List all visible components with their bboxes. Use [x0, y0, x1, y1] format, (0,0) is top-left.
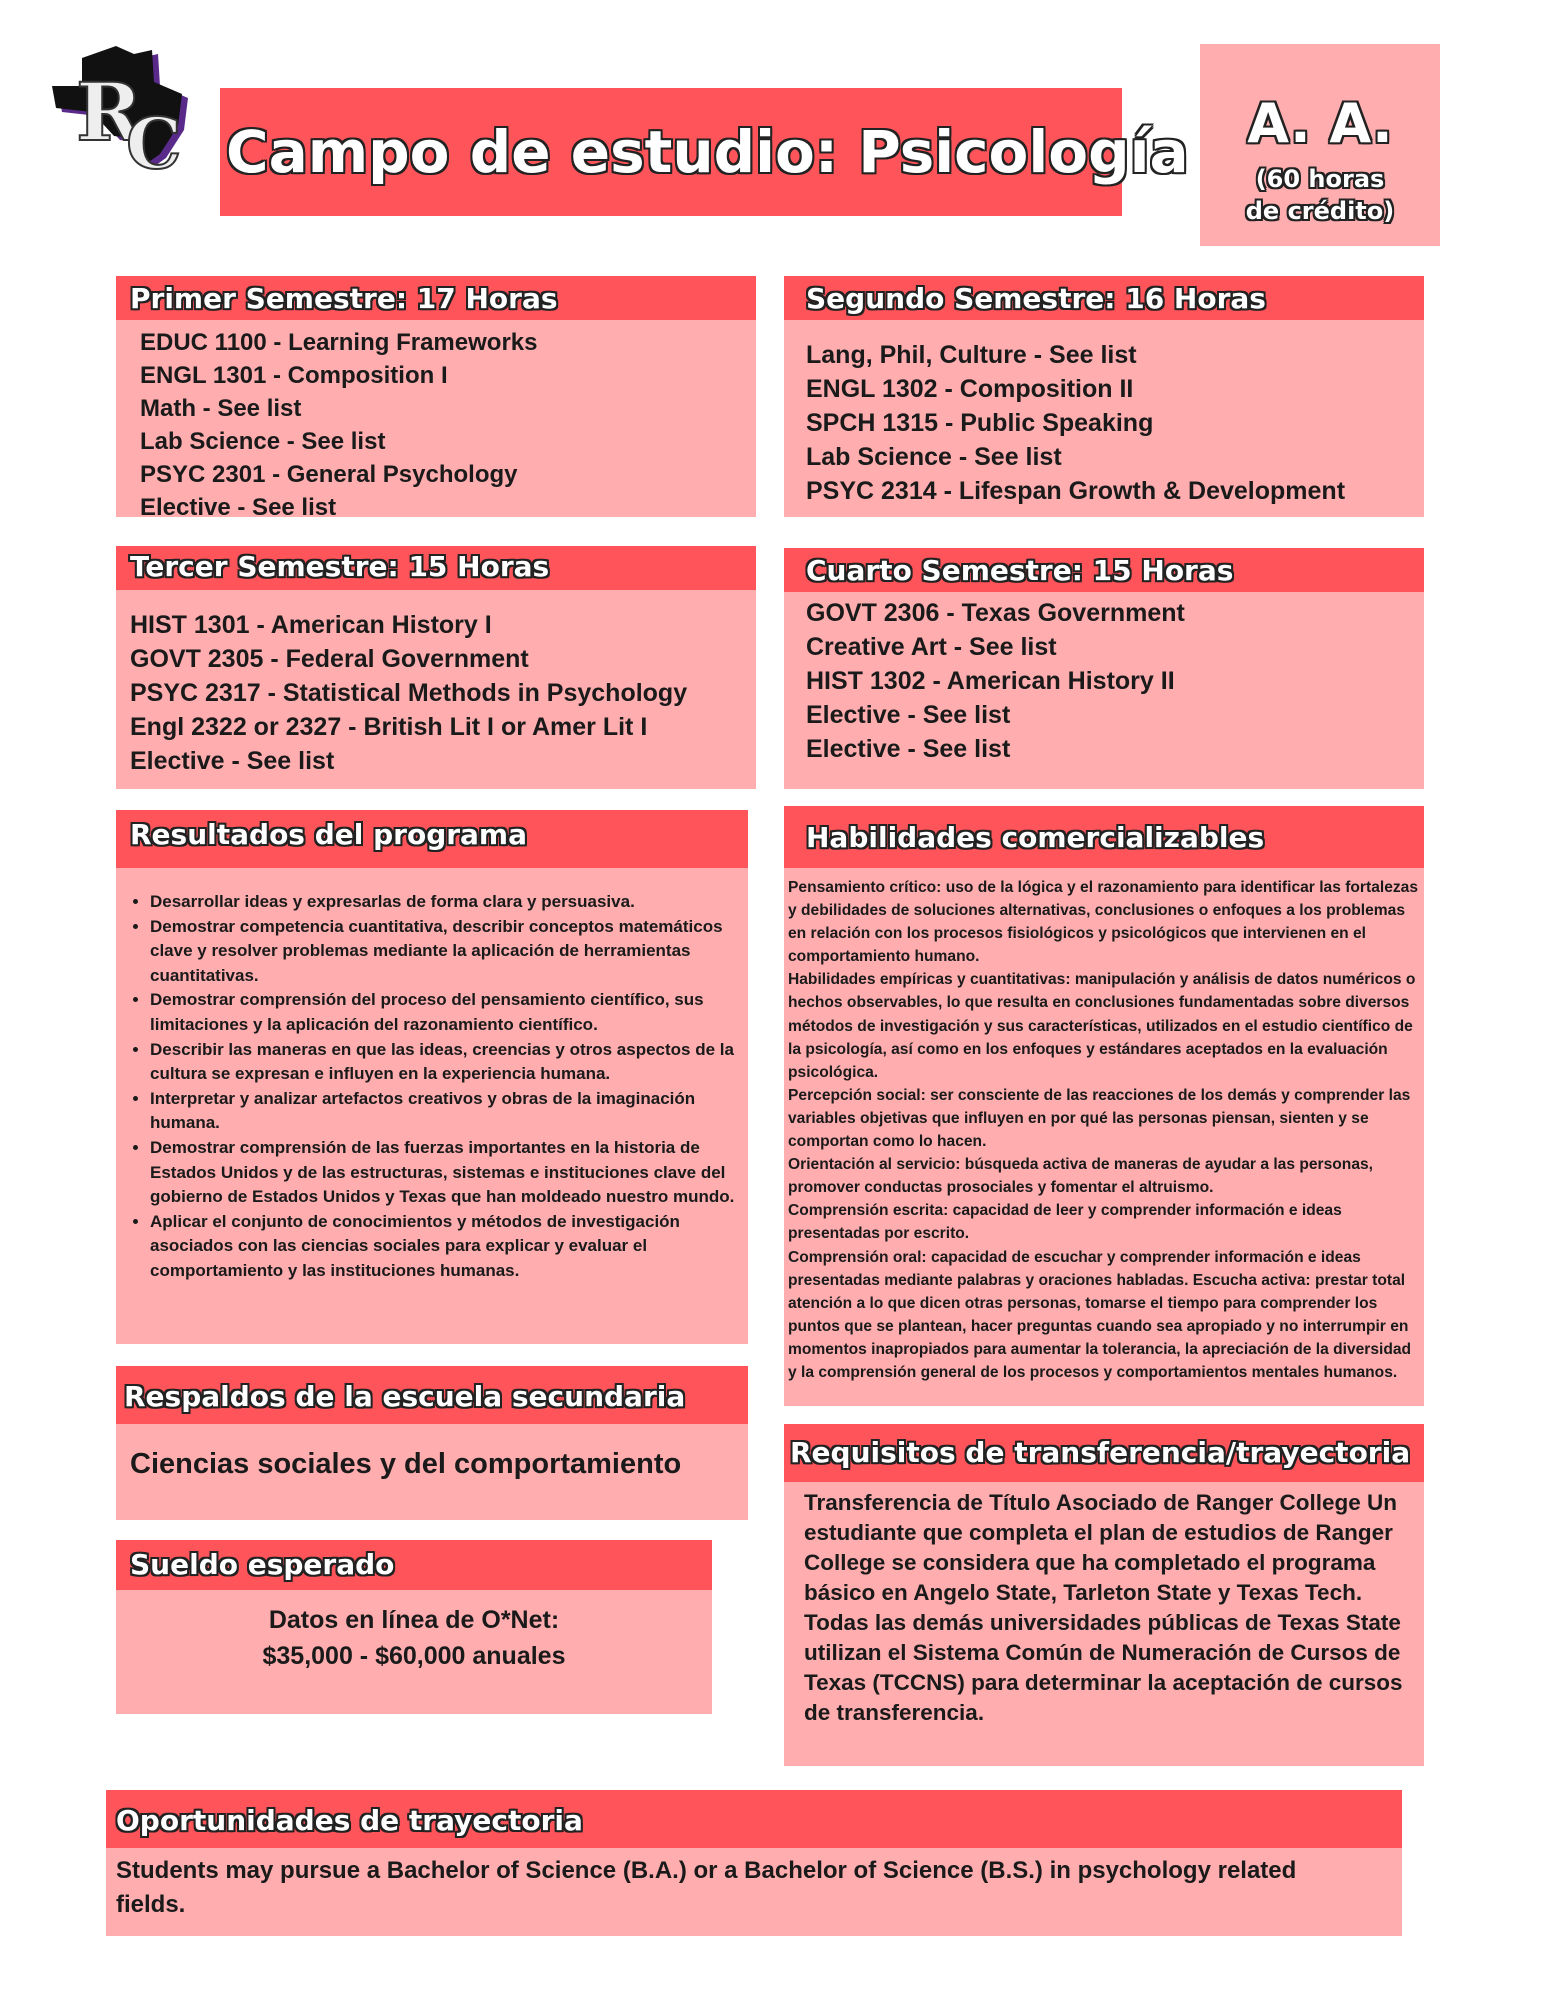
course-item: Math - See list	[140, 395, 302, 422]
salary-source: Datos en línea de O*Net:	[268, 1606, 560, 1634]
outcome-item: • Describir las maneras en que las ideas, creencias y otros aspectos de la cultura se expresan e influyen en la experiencia humana.	[150, 1038, 740, 1087]
fourth-semester-courses	[784, 592, 1424, 766]
first-semester-courses	[116, 320, 756, 524]
skills-heading: Habilidades comercializables	[784, 806, 1424, 868]
transfer-text: Transferencia de Título Asociado de Ranger College Un estudiante que completa el plan de estudios de Ranger College se considera que ha completado el programa básico en Angelo State, Tarleton State y Texas Tech. Todas las demás universidades públicas de Texas State utilizan el Sistema Común de Numeración de Cursos de Texas (TCCNS) para determinar la aceptación de cursos de transferencia.	[804, 1490, 1403, 1725]
skill-paragraph: Comprensión escrita: capacidad de leer y comprender información e ideas presentadas por escrito.	[788, 1202, 1342, 1243]
fourth-semester-heading: Cuarto Semestre: 15 Horas	[784, 548, 1424, 592]
skills-panel	[784, 806, 1424, 1406]
second-semester-heading: Segundo Semestre: 16 Horas	[784, 276, 1424, 320]
course-item: SPCH 1315 - Public Speaking	[806, 409, 1154, 437]
first-semester-heading: Primer Semestre: 17 Horas	[116, 276, 756, 320]
outcome-item: • Demostrar comprensión de las fuerzas importantes en la historia de Estados Unidos y de las estructuras, sistemas e instituciones clave del gobierno de Estados Unidos y Texas que han moldeado nuestro mundo.	[150, 1136, 740, 1210]
course-item: Lang, Phil, Culture - See list	[806, 341, 1137, 369]
endorsements-heading: Respaldos de la escuela secundaria	[116, 1366, 748, 1424]
outcome-item: • Demostrar competencia cuantitativa, describir conceptos matemáticos clave y resolver problemas mediante la aplicación de herramientas cuantitativas.	[150, 915, 740, 989]
course-item: EDUC 1100 - Learning Frameworks	[140, 329, 538, 356]
second-semester-courses	[784, 320, 1424, 508]
third-semester-heading: Tercer Semestre: 15 Horas	[116, 546, 756, 590]
logo-icon	[48, 46, 196, 176]
skill-paragraph: Percepción social: ser consciente de las reacciones de los demás y comprender las variables objetivas que influyen en por qué las personas piensan, sienten y se comportan como lo hacen.	[788, 1086, 1411, 1151]
salary-panel	[116, 1540, 712, 1714]
third-semester-courses	[116, 590, 756, 778]
skill-paragraph: Orientación al servicio: búsqueda activa de maneras de ayudar a las personas, promover conductas prosociales y fomentar el altruismo.	[788, 1156, 1374, 1197]
skill-paragraph: Habilidades empíricas y cuantitativas: manipulación y análisis de datos numéricos o hechos observables, lo que resulta en conclusiones fundamentadas sobre diversos métodos de investigación y sus características, utilizados en el estudio científico de la psicología, así como en los enfoques y estándares aceptados en la evaluación psicológica.	[788, 971, 1416, 1081]
salary-heading: Sueldo esperado	[116, 1540, 712, 1590]
career-panel	[106, 1790, 1402, 1936]
course-item: GOVT 2306 - Texas Government	[806, 599, 1185, 627]
course-item: Engl 2322 or 2327 - British Lit I or Amer Lit I	[130, 713, 648, 741]
course-item: PSYC 2301 - General Psychology	[140, 461, 518, 488]
outcome-item: • Desarrollar ideas y expresarlas de forma clara y persuasiva.	[150, 890, 740, 915]
outcomes-panel	[116, 810, 748, 1344]
second-semester-panel	[784, 276, 1424, 517]
outcome-item: • Demostrar comprensión del proceso del pensamiento científico, sus limitaciones y la aplicación del razonamiento científico.	[150, 988, 740, 1037]
course-item: Elective - See list	[806, 735, 1011, 763]
outcome-item: • Aplicar el conjunto de conocimientos y métodos de investigación asociados con las ciencias sociales para explicar y evaluar el comportamiento y las instituciones humanas.	[150, 1210, 740, 1284]
course-item: PSYC 2314 - Lifespan Growth & Development	[806, 477, 1346, 505]
course-item: Elective - See list	[806, 701, 1011, 729]
course-item: Lab Science - See list	[140, 428, 386, 455]
first-semester-panel	[116, 276, 756, 521]
page-title: Campo de estudio: Psicología	[220, 88, 1122, 216]
career-text: Students may pursue a Bachelor of Science (B.A.) or a Bachelor of Science (B.S.) in psychology related fields.	[116, 1857, 1297, 1918]
course-item: HIST 1301 - American History I	[130, 611, 492, 639]
course-item: Lab Science - See list	[806, 443, 1062, 471]
salary-info	[116, 1590, 712, 1674]
skills-text	[784, 868, 1424, 1384]
endorsements-text: Ciencias sociales y del comportamiento	[130, 1448, 682, 1480]
skill-paragraph: Comprensión oral: capacidad de escuchar y comprender información e ideas presentadas mediante palabras y oraciones habladas. Escucha activa: prestar total atención a lo que dicen otras personas, tomarse el tiempo para comprender los puntos que se plantean, hacer preguntas cuando sea apropiado y no interrumpir en momentos inapropiados para aumentar la tolerancia, la apreciación de la diversidad y la comprensión general de los procesos y comportamientos mentales humanos.	[788, 1248, 1412, 1381]
course-item: ENGL 1302 - Composition II	[806, 375, 1134, 403]
degree-name: A. A.	[1247, 92, 1393, 155]
course-item: Elective - See list	[140, 494, 337, 521]
degree-credits: (60 horas de crédito)	[1245, 165, 1395, 225]
transfer-panel	[784, 1424, 1424, 1766]
course-item: Creative Art - See list	[806, 633, 1057, 661]
course-item: GOVT 2305 - Federal Government	[130, 645, 529, 673]
ranger-college-logo	[48, 46, 196, 176]
course-item: ENGL 1301 - Composition I	[140, 362, 448, 389]
outcome-item: • Interpretar y analizar artefactos creativos y obras de la imaginación humana.	[150, 1087, 740, 1136]
svg-text:C: C	[126, 102, 182, 176]
transfer-heading: Requisitos de transferencia/trayectoria	[784, 1424, 1424, 1482]
fourth-semester-panel	[784, 548, 1424, 789]
course-item: Elective - See list	[130, 747, 335, 775]
course-item: PSYC 2317 - Statistical Methods in Psychology	[130, 679, 688, 707]
outcomes-heading: Resultados del programa	[116, 810, 748, 868]
career-heading: Oportunidades de trayectoria	[106, 1790, 1402, 1848]
skill-paragraph: Pensamiento crítico: uso de la lógica y el razonamiento para identificar las fortalezas y debilidades de soluciones alternativas, conclusiones o enfoques a los problemas en relación con los procesos fisiológicos y psicológicos que intervienen en el comportamiento humano.	[788, 879, 1419, 966]
third-semester-panel	[116, 546, 756, 789]
endorsements-panel	[116, 1366, 748, 1520]
course-item: HIST 1302 - American History II	[806, 667, 1175, 695]
salary-range: $35,000 - $60,000 anuales	[262, 1642, 566, 1670]
outcomes-list	[116, 868, 748, 1284]
degree-box	[1200, 44, 1440, 246]
svg-text:R: R	[76, 65, 143, 159]
